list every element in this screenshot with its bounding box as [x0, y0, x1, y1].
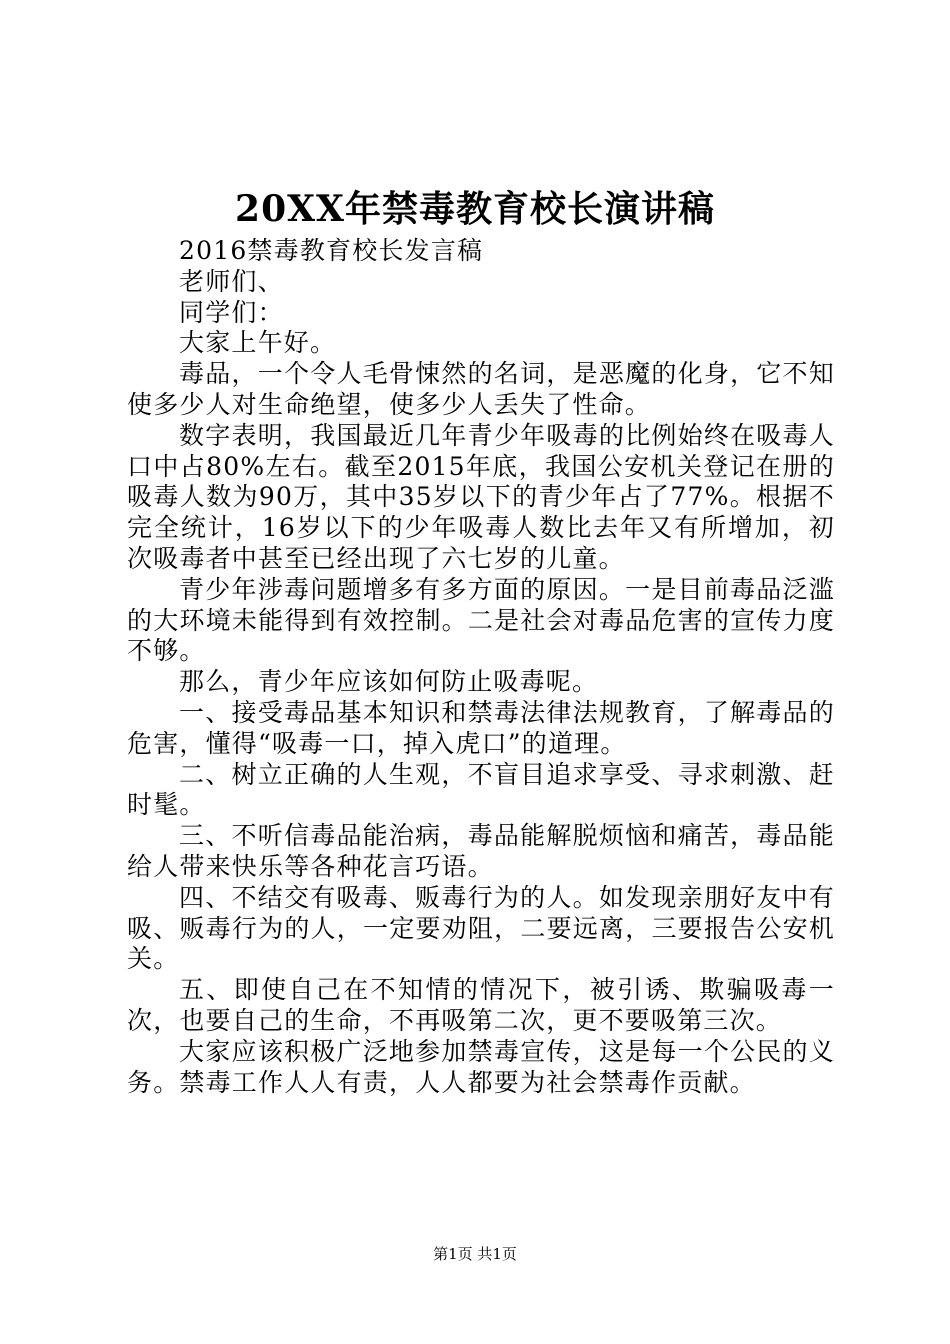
paragraph-statistics: 数字表明，我国最近几年青少年吸毒的比例始终在吸毒人口中占80%左右。截至2015年底，我国公安机关登记在册的吸毒人数为90万，其中35岁以下的青少年占了77%。根据不完全统计，16岁以下的少年吸毒人数比去年又有所增加，初次吸毒者中甚至已经出现了六七岁的儿童。	[127, 420, 835, 573]
page-footer: 第1页 共1页	[433, 1245, 517, 1263]
paragraph-point-3: 三、不听信毒品能治病，毒品能解脱烦恼和痛苦，毒品能给人带来快乐等各种花言巧语。	[127, 821, 835, 881]
document-body	[127, 236, 835, 1098]
paragraph-causes: 青少年涉毒问题增多有多方面的原因。一是目前毒品泛滥的大环境未能得到有效控制。二是社会对毒品危害的宣传力度不够。	[127, 574, 835, 666]
paragraph-point-2: 二、树立正确的人生观，不盲目追求享受、寻求刺激、赶时髦。	[127, 759, 835, 820]
paragraph-subtitle: 2016禁毒教育校长发言稿	[179, 236, 484, 265]
document-title: 20XX年禁毒教育校长演讲稿	[235, 188, 715, 230]
paragraph-point-1: 一、接受毒品基本知识和禁毒法律法规教育，了解毒品的危害，懂得“吸毒一口，掉入虎口”的道理。	[127, 697, 835, 758]
paragraph-conclusion: 大家应该积极广泛地参加禁毒宣传，这是每一个公民的义务。禁毒工作人人有责，人人都要为社会禁毒作贡献。	[127, 1036, 835, 1097]
paragraph-question: 那么，青少年应该如何防止吸毒呢。	[179, 667, 599, 697]
paragraph-point-4: 四、不结交有吸毒、贩毒行为的人。如发现亲朋好友中有吸、贩毒行为的人，一定要劝阻，二要远离，三要报告公安机关。	[127, 882, 835, 974]
paragraph-point-5: 五、即使自己在不知情的情况下，被引诱、欺骗吸毒一次，也要自己的生命，不再吸第二次，更不要吸第三次。	[127, 975, 835, 1035]
paragraph-greeting: 大家上午好。	[179, 328, 337, 358]
paragraph-salutation-teachers: 老师们、	[179, 266, 284, 296]
paragraph-salutation-students: 同学们：	[179, 297, 284, 327]
paragraph-intro: 毒品，一个令人毛骨悚然的名词，是恶魔的化身，它不知使多少人对生命绝望，使多少人丢失了性命。	[127, 359, 835, 419]
